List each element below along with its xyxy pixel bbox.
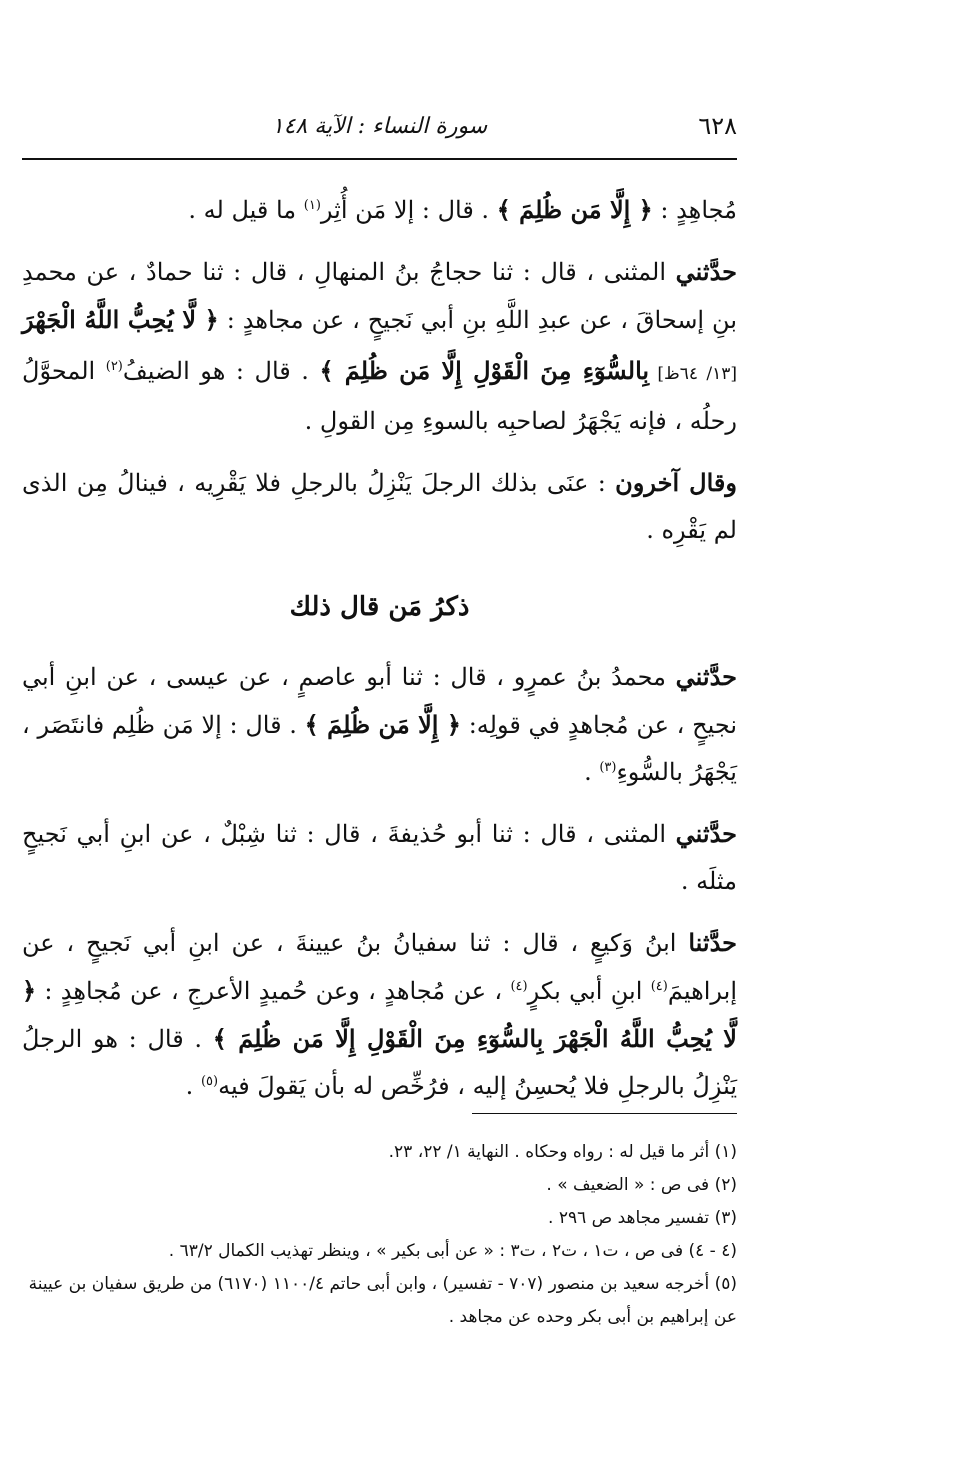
footnote-1: (١) أثر ما قيل له : رواه وحكاه . النهاية ١/ ٢٢، ٢٣. xyxy=(388,1142,737,1162)
paragraph-3 xyxy=(22,459,737,554)
footnote-ref: (٤) xyxy=(510,979,528,994)
paragraph-lead: وقال آخرون xyxy=(615,468,737,497)
footnote-ref: (٤) xyxy=(650,979,668,994)
paragraph-lead: حدَّثني xyxy=(675,819,737,848)
footnote-3: (٣) تفسير مجاهد ص ٢٩٦ . xyxy=(548,1208,737,1228)
main-text xyxy=(22,186,737,1124)
quran-quote: ﴿ لَّا يُحِبُّ اللَّهُ الْجَهْرَ xyxy=(22,305,219,334)
text-run: محمدُ بنُ عمرٍو ، قال : ثنا أبو عاصمٍ ، عن عيسى ، عن ابنِ أبي نجيحٍ ، عن مُجاهدٍ في قولِه: xyxy=(22,663,738,739)
footnote-ref: (١) xyxy=(303,198,321,213)
quran-quote: بِالسُّوٓءِ مِنَ الْقَوْلِ إِلَّا مَن ظُلِمَ ﴾ xyxy=(319,356,650,385)
text-run: . قال : هو الضيفُ xyxy=(122,357,320,385)
text-run: . قال : إلا مَن أُثِر xyxy=(320,196,497,224)
page-number: ٦٢٨ xyxy=(698,112,737,140)
footnotes xyxy=(22,1136,737,1334)
quran-quote: ﴿ إِلَّا مَن ظُلِمَ ﴾ xyxy=(496,195,653,224)
text-run: مُجاهِدٍ : xyxy=(652,196,737,224)
quran-quote: ﴿ إِلَّا مَن ظُلِمَ ﴾ xyxy=(304,710,461,739)
running-title: سورة النساء : الآية ١٤٨ xyxy=(271,114,488,139)
footnote-ref: (٢) xyxy=(105,359,123,374)
paragraph-lead: حدَّثني xyxy=(675,662,737,691)
text-run: : عنَى بذلك الرجلَ يَنْزِلُ بالرجلِ فلا يَقْرِيه ، فينالُ مِن الذى لم يَقْرِه . xyxy=(22,469,737,544)
text-run: . xyxy=(185,1072,201,1100)
paragraph-5 xyxy=(22,810,737,905)
text-run: . قال : إلا مَن ظُلِم فانتَصَر ، يَجْهَرُ بالسُّوءِ xyxy=(22,711,737,786)
text-run: المثنى ، قال : ثنا أبو حُذيفةَ ، قال : ثنا شِبْلٌ ، عن ابنِ أبي نَجيحٍ مثلَه . xyxy=(22,820,737,895)
footnote-5: (٥) أخرجه سعيد بن منصور (٧٠٧ - تفسير) ، وابن أبى حاتم ١١٠٠/٤ (٦١٧٠) من طريق سفيان بن عيينة عن إبراهيم بن أبى بكر وحده عن مجاهد . xyxy=(28,1274,737,1327)
quran-quote: ﴿ لَّا يُحِبُّ اللَّهُ الْجَهْرَ بِالسُّوٓءِ مِنَ الْقَوْلِ إِلَّا مَن ظُلِمَ ﴾ xyxy=(22,976,737,1053)
text-run: ابنُ وَكيعٍ ، قال : ثنا سفيانُ بنُ عيينةَ ، عن ابنِ أبي نَجيحٍ ، عن إبراهيمَ xyxy=(22,929,737,1005)
paragraph-2 xyxy=(22,248,737,445)
text-run: . xyxy=(584,758,600,786)
section-heading: ذكرُ مَن قال ذلك xyxy=(289,592,470,622)
text-run: ما قيل له . xyxy=(188,196,304,224)
manuscript-page-marker: [١٣/ ٦٤ظ] xyxy=(649,364,737,384)
footnote-ref: (٥) xyxy=(200,1074,219,1089)
text-run: المثنى ، قال : ثنا حجاجُ بنُ المنهالِ ، قال : ثنا حمادٌ ، عن محمدِ بنِ إسحاقَ ، عن عبدِ اللَّهِ بنِ أبي نَجيحٍ ، عن مجاهدٍ : xyxy=(22,258,737,334)
footnote-ref: (٣) xyxy=(599,760,617,775)
text-run: ، عن مُجاهدٍ ، وعن حُميدٍ الأعرجِ ، عن مُجاهِدٍ : xyxy=(36,977,511,1005)
page-header xyxy=(22,108,737,160)
text-run: ابنِ أبي بكرٍ xyxy=(527,977,651,1005)
paragraph-1 xyxy=(22,186,737,234)
footnote-divider xyxy=(472,1113,737,1114)
text-run: المحوَّلُ رحلُه ، فإنه يَجْهَرُ لصاحبِه بالسوءِ مِن القولِ . xyxy=(22,357,737,435)
paragraph-lead: حدَّثني xyxy=(675,257,737,286)
text-run: . قال : هو الرجلُ يَنْزِلُ بالرجلِ فلا يُحسِنُ إليه ، فرُخِّص له بأن يَقولَ فيه xyxy=(22,1025,737,1100)
paragraph-4 xyxy=(22,653,737,796)
footnote-2: (٢) فى ص : « الضعيف » . xyxy=(546,1175,737,1195)
paragraph-lead: حدَّثنا xyxy=(688,928,737,957)
footnote-4: (٤ - ٤) فى ص ، ت١ ، ت٢ ، ت٣ : « عن أبى بكير » ، وينظر تهذيب الكمال ٦٣/٢ . xyxy=(168,1241,737,1261)
paragraph-6 xyxy=(22,919,737,1110)
